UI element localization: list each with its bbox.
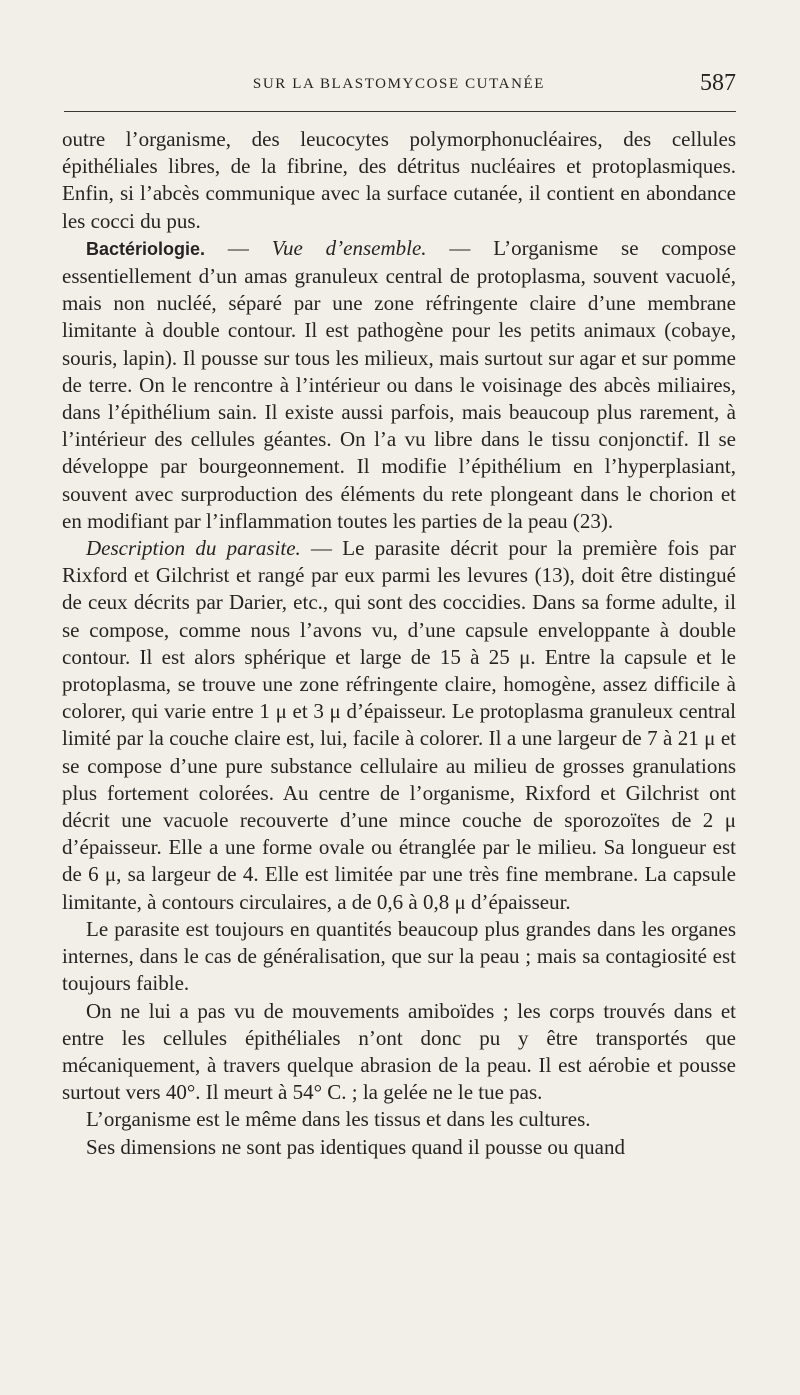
running-title: SUR LA BLASTOMYCOSE CUTANÉE — [252, 76, 546, 92]
paragraph — [62, 998, 736, 1107]
paragraph-text: Ses dimensions ne sont pas identiques quand il pousse ou quand — [86, 1134, 625, 1159]
subsection-heading: Description du parasite. — [86, 536, 301, 561]
paragraph — [62, 535, 736, 916]
paragraph — [62, 1134, 736, 1161]
paragraph — [62, 235, 736, 535]
body-text — [62, 126, 736, 1161]
paragraph-text: On ne lui a pas vu de mouvements amiboïdes ; les corps trouvés dans et entre les cellules épithéliales n’ont donc pu y être transportés que mécaniquement, à travers quelque abrasion de la peau. Il est aérobie et pousse surtout vers 40°. Il meurt à 54° C. ; la gelée ne le tue pas. — [62, 998, 736, 1105]
section-heading: Bactériologie. — [86, 238, 206, 259]
paragraph-text: — Le parasite décrit pour la première fois par Rixford et Gilchrist et rangé par eux parmi les levures (13), doit être distingué de ceux décrits par Darier, etc., qui sont des coccidies. Dans sa forme adulte, il se compose, comme nous l’avons vu, d’une capsule enveloppante à double contour. Il est alors sphérique et large de 15 à 25 μ. Entre la capsule et le protoplasma, se trouve une zone réfringente claire, homogène, assez difficile à colorer, qui varie entre 1 μ et 3 μ d’épaisseur. Le protoplasma granuleux central limité par la couche claire est, lui, facile à colorer. Il a une largeur de 7 à 21 μ et se compose d’une pure substance cellulaire au milieu de grosses granulations plus fortement colorées. Au centre de l’organisme, Rixford et Gilchrist ont décrit une vacuole recouverte d’une mince couche de sporozoïtes de 2 μ d’épaisseur. Elle a une forme ovale ou étranglée par le milieu. Sa longueur est de 6 μ, sa largeur de 4. Elle est limitée par une très fine membrane. La capsule limitante, à contours circulaires, a de 0,6 à 0,8 μ d’épaisseur. — [62, 536, 736, 914]
page-number: 587 — [700, 70, 736, 96]
paragraph-text: outre l’organisme, des leucocytes polymorphonucléaires, des cellules épithéliales libres, de la fibrine, des détritus nucléaires et protoplasmiques. Enfin, si l’abcès communique avec la surface cutanée, il contient en abondance les cocci du pus. — [62, 127, 736, 233]
page-header — [62, 70, 736, 102]
paragraph — [62, 1106, 736, 1133]
subsection-heading: Vue d’ensemble. — [271, 235, 427, 260]
paragraph — [62, 126, 736, 235]
paragraph-text: L’organisme est le même dans les tissus et dans les cultures. — [86, 1107, 591, 1132]
paragraph-text: — L’organisme se compose essentiellement d’un amas granuleux central de protoplasma, souvent vacuolé, mais non nucléé, séparé par une zone réfringente claire d’une membrane limitante à double contour. Il est pathogène pour les petits animaux (cobaye, souris, lapin). Il pousse sur tous les milieux, mais surtout sur agar et sur pomme de terre. On le rencontre à l’intérieur ou dans le voisinage des abcès miliaires, dans l’épithélium sain. Il existe aussi parfois, mais beaucoup plus rarement, à l’intérieur des cellules géantes. On l’a vu libre dans le tissu conjonctif. Il se développe par bourgeonnement. Il modifie l’épithélium en l’hyperplasiant, souvent avec surproduction des éléments du rete plongeant dans le chorion et en modifiant par l’inflammation toutes les parties de la peau (23). — [62, 235, 737, 533]
paragraph-text: — — [205, 235, 272, 260]
paragraph-text: Le parasite est toujours en quantités beaucoup plus grandes dans les organes internes, dans le cas de généralisation, que sur la peau ; mais sa contagiosité est toujours faible. — [62, 916, 736, 996]
header-rule — [64, 111, 736, 112]
paragraph — [62, 916, 736, 998]
